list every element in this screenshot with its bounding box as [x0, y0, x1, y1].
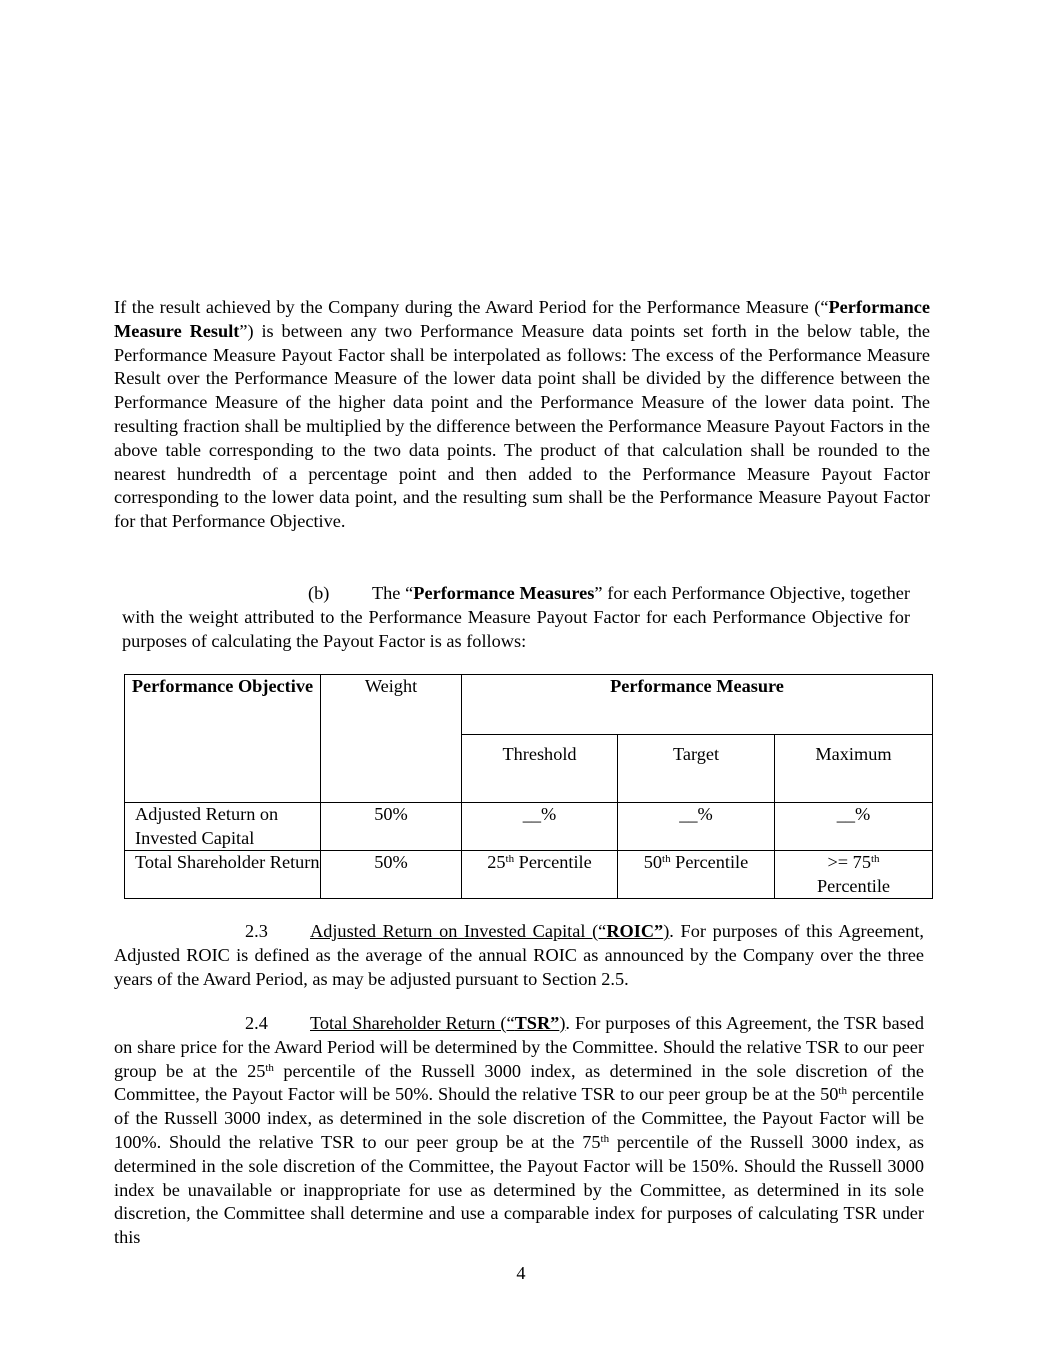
section-b-label: (b)	[308, 583, 330, 603]
section-b-paragraph	[122, 582, 910, 653]
table-header-row	[125, 675, 933, 735]
cell-maximum: >= 75th Percentile	[775, 851, 933, 899]
defined-term-roic: ROIC”	[606, 921, 664, 941]
cell-maximum: __%	[775, 803, 933, 851]
section-2-3-number: 2.3	[245, 921, 268, 941]
cell-weight: 50%	[321, 803, 462, 851]
table-row	[125, 851, 933, 899]
defined-term-tsr: TSR”	[514, 1013, 560, 1033]
section-2-3-text: . For purposes of this Agreement, Adjusted ROIC is defined as the average of the annual ROIC as announced by the Company over the three years of the Award Period, as may be adjusted pursuant to Section 2.5.	[114, 921, 924, 989]
cell-target: __%	[618, 803, 775, 851]
section-2-4-paragraph: 2.4 Total Shareholder Return (“TSR”). For purposes of this Agreement, the TSR based on share price for the Award Period will be determined by the Committee. Should the relative TSR to our peer group be at the 25th percentile of the Russell 3000 index, as determined in the sole discretion of the Committee, the Payout Factor will be 50%. Should the relative TSR to our peer group be at the 50th percentile of the Russell 3000 index, as determined in the sole discretion of the Committee, the Payout Factor will be 100%. Should the relative TSR to our peer group be at the 75th percentile of the Russell 3000 index, as determined in the sole discretion of the Committee, the Payout Factor will be 150%. Should the Russell 3000 index be unavailable or inappropriate for use as determined by the Committee, as determined in its sole discretion, the Committee shall determine and use a comparable index for purposes of calculating TSR under this	[114, 1013, 924, 1248]
cell-threshold: 25th Percentile	[462, 851, 618, 899]
section-2-4-number: 2.4	[245, 1013, 268, 1033]
performance-measures-table	[124, 674, 933, 899]
cell-objective: Adjusted Return on Invested Capital	[125, 803, 321, 851]
cell-objective: Total Shareholder Return	[125, 851, 321, 899]
header-objective: Performance Objective	[125, 675, 321, 803]
section-b-text-1: The “	[372, 583, 414, 603]
section-2-4-heading: Total Shareholder Return (“TSR”)	[310, 1013, 566, 1033]
table-row	[125, 803, 933, 851]
section-2-3-heading: Adjusted Return on Invested Capital (“ROIC”)	[310, 921, 670, 941]
defined-term-performance-measures: Performance Measures	[413, 583, 595, 603]
header-performance-measure: Performance Measure	[462, 675, 933, 735]
section-b-text-2: ” for each Performance Objective, together with the weight attributed to the Performance Measure Payout Factor for each Performance Objective for purposes of calculating the Payout Factor is as follows:	[122, 583, 910, 651]
interp-text-1: If the result achieved by the Company during the Award Period for the Performance Measure (“	[114, 297, 829, 317]
page-number: 4	[516, 1263, 526, 1283]
interp-text-2: ”) is between any two Performance Measure data points set forth in the below table, the Performance Measure Payout Factor shall be interpolated as follows: The excess of the Performance Measure Result over the Performance Measure of the lower data point shall be divided by the difference between the Performance Measure of the higher data point and the Performance Measure of the lower data point. The resulting fraction shall be multiplied by the difference between the Performance Measure Payout Factors in the above table corresponding to the two data points. The product of that calculation shall be rounded to the nearest hundredth of a percentage point and then added to the Performance Measure Payout Factor corresponding to the lower data point, and the resulting sum shall be the Performance Measure Payout Factor for that Performance Objective.	[114, 320, 930, 532]
interpolation-paragraph	[114, 296, 930, 534]
header-target: Target	[618, 735, 775, 803]
header-weight: Weight	[321, 675, 462, 803]
header-maximum: Maximum	[775, 735, 933, 803]
section-2-3-paragraph	[114, 920, 924, 991]
cell-weight: 50%	[321, 851, 462, 899]
defined-term-performance-measure-result: Performance Measure Result	[114, 297, 930, 341]
cell-target: 50th Percentile	[618, 851, 775, 899]
cell-threshold: __%	[462, 803, 618, 851]
header-threshold: Threshold	[462, 735, 618, 803]
